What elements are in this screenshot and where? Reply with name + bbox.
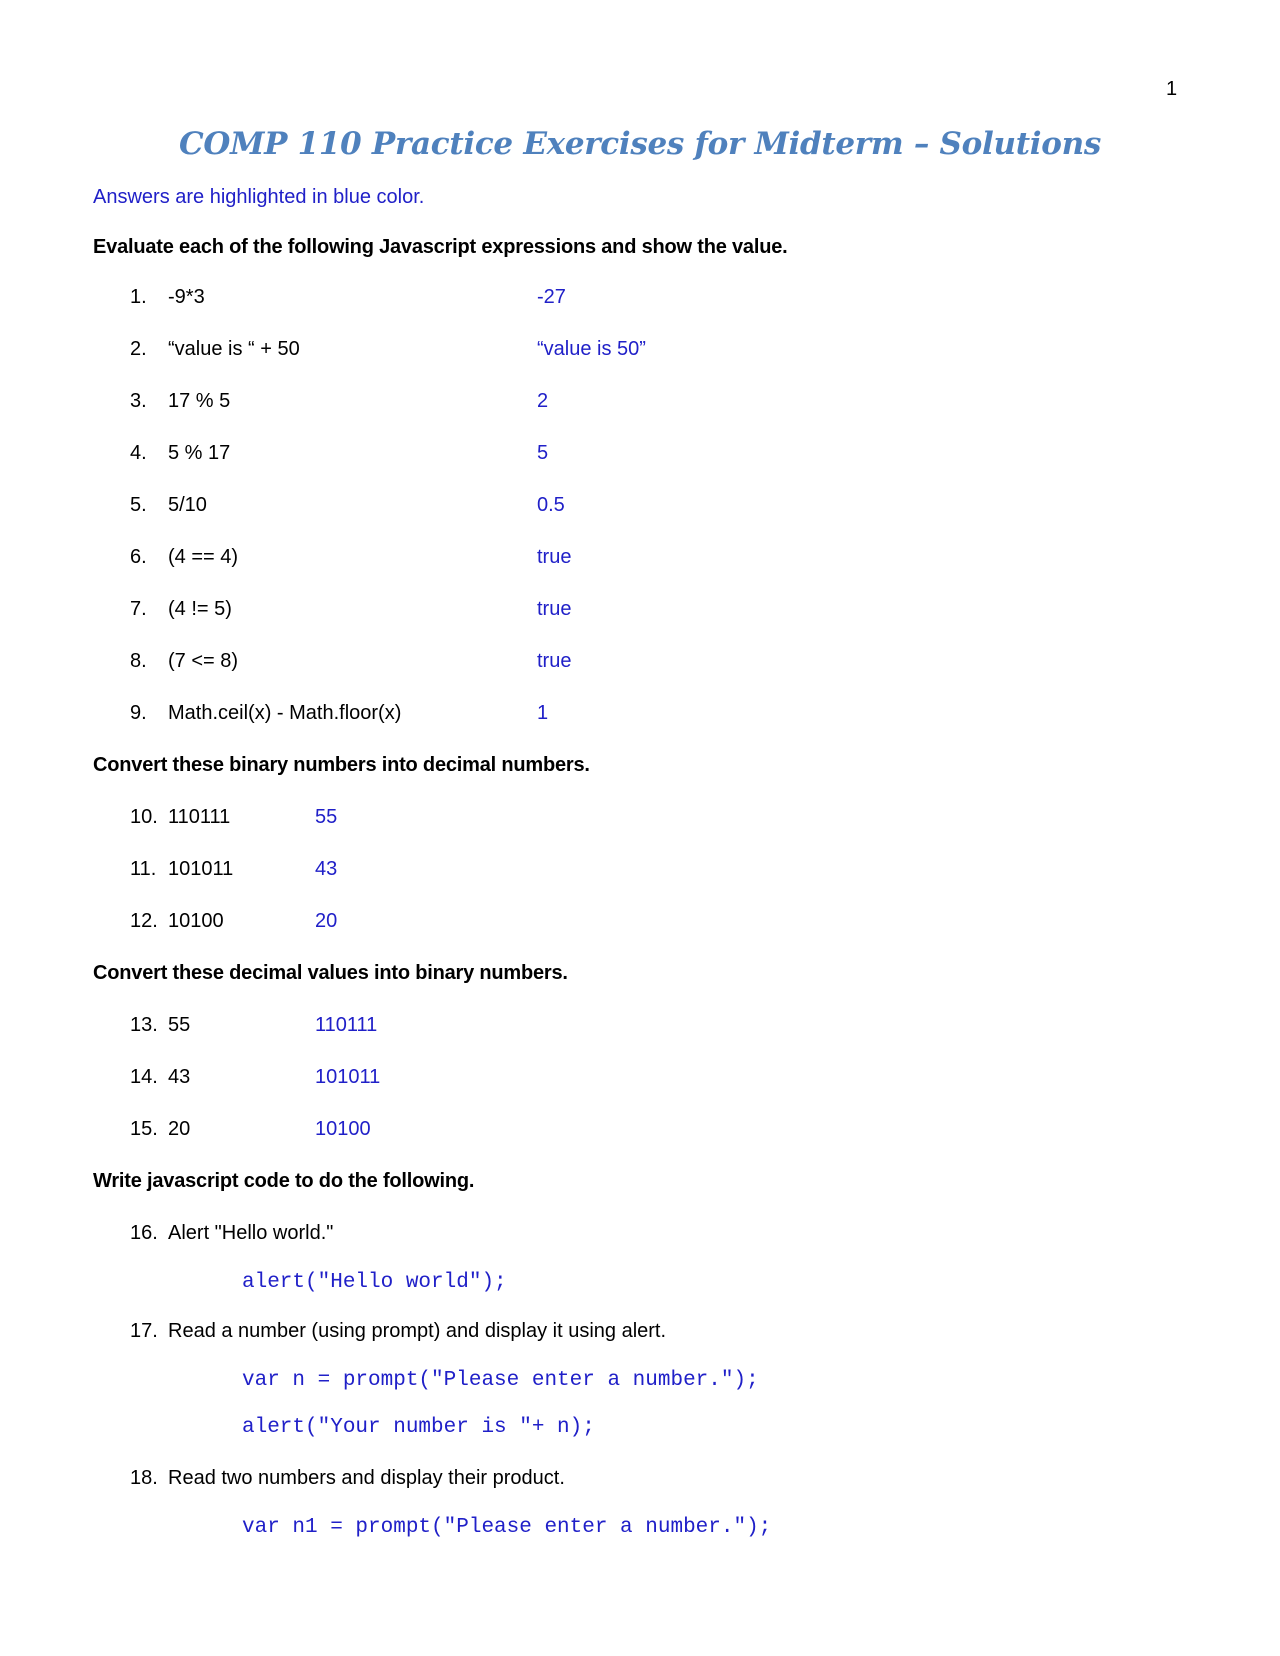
question-item <box>130 494 207 517</box>
question-text: 5/10 <box>168 494 207 516</box>
section-heading-javascript-code: Write javascript code to do the following. <box>93 1170 475 1192</box>
question-number: 13. <box>130 1014 158 1036</box>
question-item <box>130 806 230 829</box>
answer-text: “value is 50” <box>537 338 646 360</box>
answer-text: true <box>537 598 572 620</box>
question-number: 1. <box>130 286 147 308</box>
question-text: -9*3 <box>168 286 205 308</box>
question-item <box>130 338 300 361</box>
question-item <box>130 1118 190 1141</box>
section-heading-evaluate: Evaluate each of the following Javascript expressions and show the value. <box>93 236 788 258</box>
answer-text: 20 <box>315 910 338 932</box>
question-text: 20 <box>168 1118 191 1140</box>
question-text: (4 == 4) <box>168 546 239 568</box>
code-line: var n1 = prompt("Please enter a number."); <box>242 1516 772 1539</box>
code-line: alert("Your number is "+ n); <box>242 1416 595 1439</box>
page-number: 1 <box>1166 78 1178 100</box>
question-item <box>130 1320 666 1343</box>
answer-text: 10100 <box>315 1118 371 1140</box>
question-number: 10. <box>130 806 158 828</box>
question-item <box>130 1467 565 1490</box>
question-item <box>130 1222 333 1245</box>
question-number: 9. <box>130 702 147 724</box>
question-text: 17 % 5 <box>168 390 231 412</box>
question-number: 18. <box>130 1467 158 1489</box>
question-item <box>130 598 232 621</box>
question-number: 2. <box>130 338 147 360</box>
answer-text: 2 <box>537 390 549 412</box>
question-item <box>130 910 224 933</box>
answer-text: 43 <box>315 858 338 880</box>
section-heading-decimal-to-binary: Convert these decimal values into binary numbers. <box>93 962 568 984</box>
answer-text: 5 <box>537 442 549 464</box>
question-item <box>130 702 401 725</box>
question-number: 16. <box>130 1222 158 1244</box>
question-number: 12. <box>130 910 158 932</box>
question-number: 11. <box>130 858 157 880</box>
question-item <box>130 286 205 309</box>
answer-text: 110111 <box>315 1014 378 1036</box>
question-item <box>130 650 238 673</box>
question-text: Alert "Hello world." <box>168 1222 334 1244</box>
answer-text: true <box>537 650 572 672</box>
question-number: 4. <box>130 442 147 464</box>
question-number: 3. <box>130 390 147 412</box>
document-title: COMP 110 Practice Exercises for Midterm – Solutions <box>179 126 1101 162</box>
question-item <box>130 1014 190 1037</box>
question-text: Read a number (using prompt) and display it using alert. <box>168 1320 667 1342</box>
question-text: 10100 <box>168 910 224 932</box>
question-number: 14. <box>130 1066 158 1088</box>
question-item <box>130 1066 190 1089</box>
question-text: 110111 <box>168 806 231 828</box>
answer-text: -27 <box>537 286 566 308</box>
question-item <box>130 442 230 465</box>
question-text: Math.ceil(x) - Math.floor(x) <box>168 702 402 724</box>
question-number: 7. <box>130 598 147 620</box>
section-heading-binary-to-decimal: Convert these binary numbers into decimal numbers. <box>93 754 590 776</box>
question-text: Read two numbers and display their product. <box>168 1467 565 1489</box>
code-line: alert("Hello world"); <box>242 1271 507 1294</box>
question-text: 43 <box>168 1066 191 1088</box>
answer-text: 1 <box>537 702 549 724</box>
question-number: 15. <box>130 1118 158 1140</box>
answer-text: 0.5 <box>537 494 565 516</box>
question-item <box>130 390 230 413</box>
question-number: 8. <box>130 650 147 672</box>
question-number: 5. <box>130 494 147 516</box>
question-number: 6. <box>130 546 147 568</box>
question-text: 5 % 17 <box>168 442 231 464</box>
code-line: var n = prompt("Please enter a number."); <box>242 1369 759 1392</box>
question-number: 17. <box>130 1320 158 1342</box>
question-text: 55 <box>168 1014 191 1036</box>
answer-text: 55 <box>315 806 338 828</box>
question-text: (4 != 5) <box>168 598 232 620</box>
answer-text: true <box>537 546 572 568</box>
question-item <box>130 546 238 569</box>
question-text: “value is “ + 50 <box>168 338 300 360</box>
question-text: 101011 <box>168 858 234 880</box>
answer-text: 101011 <box>315 1066 381 1088</box>
question-item <box>130 858 233 881</box>
answers-note: Answers are highlighted in blue color. <box>93 186 425 208</box>
question-text: (7 <= 8) <box>168 650 239 672</box>
